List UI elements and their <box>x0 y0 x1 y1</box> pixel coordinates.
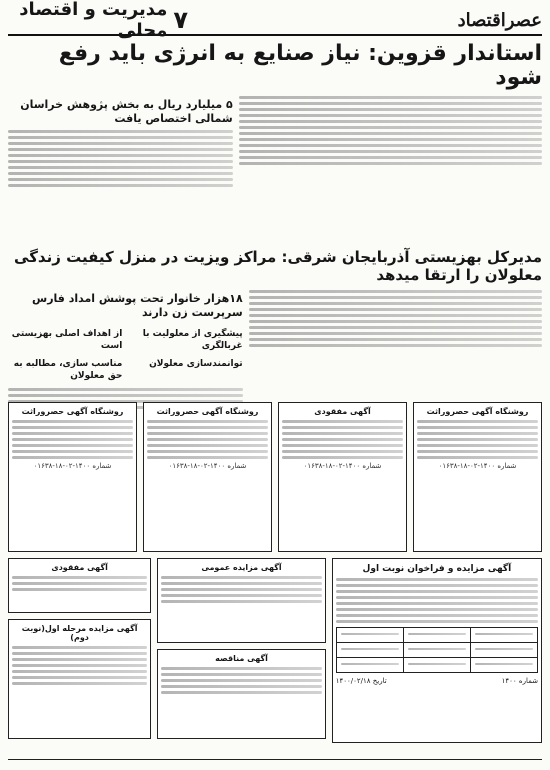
wide-notice-table <box>336 627 538 673</box>
masthead <box>8 0 542 41</box>
closing-notice <box>8 619 151 739</box>
upper-grid <box>8 92 542 242</box>
mini-headline-4: مناسب سازی، مطالبه به حق معلولان <box>13 359 123 381</box>
ad-column-3-lines <box>147 420 268 459</box>
loss-notice <box>8 558 151 613</box>
loss-notice-title: آگهی مفقودی <box>51 563 108 572</box>
wide-notice-lines <box>336 578 538 623</box>
ad-column-3-footer: شماره ۱۴۰۰-۰۲-۱۸-۰۱۶۳۸ <box>168 462 247 470</box>
mini-headline-col-1 <box>128 322 242 384</box>
upper-right-block <box>239 92 542 242</box>
ad-column-1-title: روشنگاه آگهی حصروراثت <box>426 407 529 416</box>
table-row <box>337 628 537 642</box>
table-row <box>337 642 537 657</box>
second-headline: مدیرکل بهزیستی آذربایجان شرقی: مراکز ویزیت در منزل کیفیت زندگی معلولان را ارتقا میدهد <box>14 248 542 284</box>
mini-headline-1: پیشگیری از معلولیت با غربالگری <box>142 329 243 351</box>
main-headline: استاندار قزوین: نیاز صنایع به انرژی باید رفع شود <box>58 41 542 90</box>
side-headline: ۵ میلیارد ریال به بخش پژوهش خراسان شمالی اختصاص یافت <box>20 98 233 125</box>
ad-column-1 <box>413 402 542 552</box>
ad-column-1-footer: شماره ۱۴۰۰-۰۲-۱۸-۰۱۶۳۸ <box>438 462 517 470</box>
page-footer <box>8 759 542 764</box>
ad-column-4 <box>8 402 137 552</box>
masthead-section <box>8 0 188 41</box>
closing-notice-lines <box>12 646 147 685</box>
side-article-lines <box>8 130 233 187</box>
middle-grid <box>8 286 542 396</box>
small-notice <box>157 649 326 739</box>
small-notice-lines <box>161 667 322 694</box>
middle-left-block <box>8 286 243 396</box>
ad-column-3-title: روشنگاه آگهی حصروراثت <box>156 407 259 416</box>
middle-right-block <box>249 286 542 396</box>
small-notice-title: آگهی مناقصه <box>215 654 268 663</box>
wide-notice-title: آگهی مزایده و فراخوان نوبت اول <box>362 564 512 574</box>
ads-grid <box>8 402 542 552</box>
third-headline: ۱۸هزار خانوار تحت پوشش امداد فارس سرپرست زن دارند <box>32 292 243 319</box>
page-number: ۷ <box>173 6 188 34</box>
closing-notice-title: آگهی مزایده مرحله اول(نوبت دوم) <box>21 624 138 642</box>
lower-middle-column <box>157 558 326 743</box>
mid-notice-title: آگهی مزایده عمومی <box>201 563 282 572</box>
table-row <box>337 657 537 672</box>
mini-headline-col-2 <box>8 322 122 384</box>
ad-column-2-footer: شماره ۱۴۰۰-۰۲-۱۸-۰۱۶۳۸ <box>303 462 382 470</box>
mini-headlines-row <box>8 322 243 384</box>
ad-sig-left: شماره ۱۴۰۰ <box>501 677 538 685</box>
wide-notice-signature <box>336 677 538 685</box>
lower-left-column <box>8 558 151 743</box>
mini-headline-2: توانمندسازی معلولان <box>149 359 243 369</box>
lower-grid <box>8 558 542 743</box>
ad-column-4-footer: شماره ۱۴۰۰-۰۲-۱۸-۰۱۶۳۸ <box>33 462 112 470</box>
wide-notice <box>332 558 542 743</box>
mini-headline-3: از اهداف اصلی بهزیستی است <box>11 329 123 351</box>
ad-column-2 <box>278 402 407 552</box>
second-article-lines <box>249 290 542 347</box>
ad-column-2-lines <box>282 420 403 459</box>
newspaper-logo: عصراقتصاد <box>457 9 542 31</box>
ad-column-1-lines <box>417 420 538 459</box>
section-title: مدیریت و اقتصاد محلی <box>19 0 168 41</box>
loss-notice-lines <box>12 576 147 591</box>
ad-column-2-title: آگهی مفقودی <box>314 407 371 416</box>
ad-column-4-title: روشنگاه آگهی حصروراثت <box>21 407 124 416</box>
ad-sig-right: تاریخ ۱۴۰۰/۰۲/۱۸ <box>335 677 387 685</box>
mid-notice <box>157 558 326 643</box>
ad-column-3 <box>143 402 272 552</box>
main-article-lines <box>239 96 542 165</box>
upper-left-block <box>8 92 233 242</box>
ad-column-4-lines <box>12 420 133 459</box>
mid-notice-lines <box>161 576 322 603</box>
